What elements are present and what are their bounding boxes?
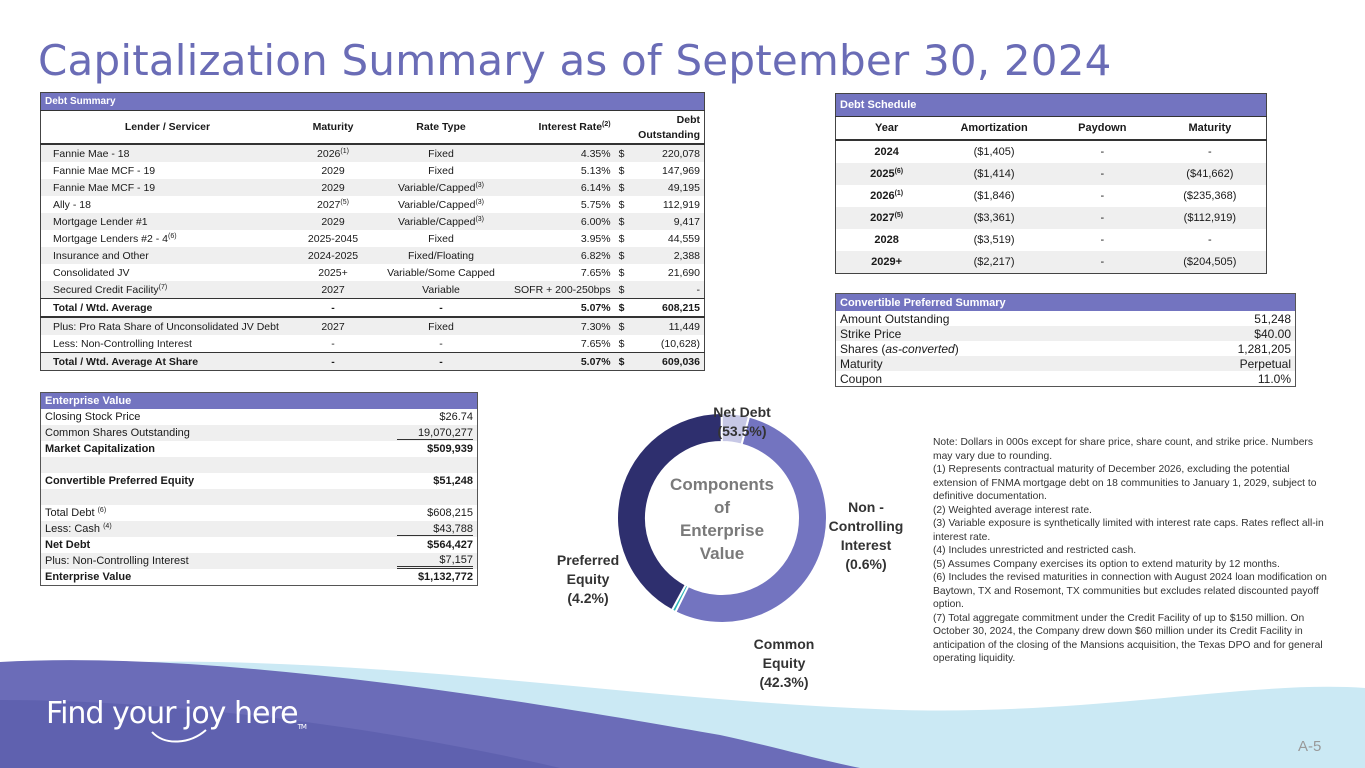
ev-value: $43,788 xyxy=(397,523,473,536)
schedule-row xyxy=(836,251,1267,274)
debt-row xyxy=(41,213,705,230)
debt-maturity: 2029 xyxy=(321,215,345,228)
debt-interest-rate: 4.35% xyxy=(580,147,611,160)
col-paydown: Paydown xyxy=(1051,117,1154,141)
donut-pct-label-0: (53.5%) xyxy=(717,423,767,439)
debt-lender: Total / Wtd. Average xyxy=(41,299,295,318)
ev-label: Common Shares Outstanding xyxy=(45,427,190,439)
footnote: (6) Includes the revised maturities in connection with August 2024 loan modification on Baytown, TX and Rosemont, TX communities but excludes related discounted payoff option. xyxy=(933,572,1327,610)
ev-label: Enterprise Value xyxy=(45,571,132,583)
conv-label: Maturity xyxy=(836,356,1145,371)
debt-interest-rate: 5.75% xyxy=(580,198,611,211)
debt-amount: 11,449 xyxy=(668,320,700,333)
debt-row xyxy=(41,196,705,213)
enterprise-value-header: Enterprise Value xyxy=(41,393,478,410)
col-lender: Lender / Servicer xyxy=(41,111,295,145)
debt-interest-rate: 6.14% xyxy=(580,181,611,194)
schedule-paydown: - xyxy=(1100,146,1105,158)
debt-rate-type: Variable/Capped$^{(3)}$ xyxy=(397,198,484,211)
col-rate-type: Rate Type xyxy=(372,111,510,145)
convertible-header: Convertible Preferred Summary xyxy=(836,294,1296,312)
tagline: Find your joy hereTM xyxy=(46,696,306,731)
donut-pct-label-3: (4.2%) xyxy=(567,590,609,606)
debt-interest-rate: 6.00% xyxy=(580,215,611,228)
footnote: (2) Weighted average interest rate. xyxy=(933,504,1092,516)
donut-label-3: Equity xyxy=(566,571,610,587)
ev-label: Net Debt xyxy=(45,539,91,551)
debt-rate-type: Fixed xyxy=(428,232,454,245)
donut-label-1: Interest xyxy=(840,537,892,553)
debt-lender: Ally - 18 xyxy=(53,198,91,211)
debt-currency: $ xyxy=(615,353,637,371)
debt-rate-type: - xyxy=(372,299,510,318)
schedule-row xyxy=(836,185,1267,207)
col-sched-maturity: Maturity xyxy=(1154,117,1267,141)
conv-label: Shares (as-converted) xyxy=(840,341,959,356)
donut-slice-0 xyxy=(675,417,827,623)
schedule-maturity: ($41,662) xyxy=(1186,168,1234,180)
schedule-year: 2027$^{(5)}$ xyxy=(870,212,904,224)
debt-less-row xyxy=(41,335,705,353)
debt-interest-rate: 3.95% xyxy=(580,232,611,245)
debt-lender: Insurance and Other xyxy=(53,249,149,262)
debt-interest-rate: SOFR + 200-250bps xyxy=(514,283,611,296)
debt-amount: 609,036 xyxy=(637,353,705,371)
schedule-amortization: ($1,414) xyxy=(973,168,1015,180)
debt-schedule-header: Debt Schedule xyxy=(836,94,1267,117)
debt-maturity: 2027$^{(5)}$ xyxy=(317,198,349,211)
debt-interest-rate: 7.65% xyxy=(580,337,611,350)
ev-label: Convertible Preferred Equity xyxy=(45,475,195,487)
debt-plus-row xyxy=(41,317,705,335)
conv-label: Strike Price xyxy=(836,326,1145,341)
schedule-row xyxy=(836,229,1267,251)
conv-value: 1,281,205 xyxy=(1237,341,1291,356)
debt-amount: 147,969 xyxy=(662,164,700,177)
debt-currency: $ xyxy=(618,164,625,177)
debt-interest-rate: 5.07% xyxy=(510,299,615,318)
debt-maturity: 2024-2025 xyxy=(307,249,359,262)
debt-currency: $ xyxy=(618,147,625,160)
debt-currency: $ xyxy=(618,283,625,296)
donut-center-line: of xyxy=(713,498,731,517)
debt-amount: 9,417 xyxy=(673,215,700,228)
schedule-amortization: ($1,846) xyxy=(973,190,1015,202)
debt-currency: $ xyxy=(618,232,625,245)
debt-amount: (10,628) xyxy=(660,337,700,350)
donut-label-2: Common xyxy=(753,636,815,652)
debt-maturity: 2026$^{(1)}$ xyxy=(317,147,349,160)
ev-value: $7,157 xyxy=(397,554,473,569)
debt-interest-rate: 5.13% xyxy=(580,164,611,177)
ev-label: Total Debt $^{(6)}$ xyxy=(45,507,107,519)
schedule-row xyxy=(836,140,1267,163)
debt-lender: Consolidated JV xyxy=(53,266,130,279)
donut-center-line: Enterprise xyxy=(679,521,765,540)
page-title: Capitalization Summary as of September 30, 2024 xyxy=(38,36,1112,85)
debt-rate-type: Variable/Capped$^{(3)}$ xyxy=(397,181,484,194)
debt-lender: Mortgage Lenders #2 - 4$^{(6)}$ xyxy=(53,232,177,245)
debt-lender: Total / Wtd. Average At Share xyxy=(41,353,295,371)
debt-rate-type: - xyxy=(372,353,510,371)
debt-maturity: 2027 xyxy=(321,283,345,296)
debt-row xyxy=(41,144,705,162)
debt-row xyxy=(41,230,705,247)
schedule-row xyxy=(836,207,1267,229)
conv-value: Perpetual xyxy=(1145,356,1296,371)
debt-maturity: 2025-2045 xyxy=(307,232,359,245)
debt-amount: 220,078 xyxy=(662,147,700,160)
ev-value: $1,132,772 xyxy=(417,571,473,583)
debt-maturity: 2027 xyxy=(321,320,345,333)
ev-label: Market Capitalization xyxy=(45,443,156,455)
col-year: Year xyxy=(836,117,938,141)
schedule-year: 2026$^{(1)}$ xyxy=(870,190,904,202)
debt-currency: $ xyxy=(618,181,625,194)
debt-interest-rate: 7.65% xyxy=(580,266,611,279)
conv-value: $40.00 xyxy=(1145,326,1296,341)
debt-maturity: - xyxy=(294,299,372,318)
tagline-swoosh-icon xyxy=(150,728,210,746)
schedule-maturity: ($204,505) xyxy=(1183,256,1237,268)
ev-label: Plus: Non-Controlling Interest xyxy=(45,555,189,567)
schedule-paydown: - xyxy=(1100,190,1105,202)
debt-lender: Less: Non-Controlling Interest xyxy=(53,337,192,350)
donut-label-1: Controlling xyxy=(828,518,904,534)
col-debt-outstanding: Debt Outstanding xyxy=(615,111,705,145)
donut-center-line: Value xyxy=(699,544,745,563)
schedule-maturity: - xyxy=(1208,146,1212,158)
debt-total-share-row xyxy=(41,353,705,371)
ev-label: Less: Cash $^{(4)}$ xyxy=(45,523,112,535)
donut-label-2: Equity xyxy=(762,655,806,671)
schedule-paydown: - xyxy=(1100,168,1105,180)
convertible-preferred-table xyxy=(835,293,1296,387)
ev-spacer xyxy=(41,489,326,505)
debt-rate-type: Variable/Some Capped xyxy=(387,266,495,279)
debt-rate-type: Fixed xyxy=(428,164,454,177)
debt-row xyxy=(41,162,705,179)
schedule-maturity: ($112,919) xyxy=(1183,212,1237,224)
debt-rate-type: Fixed xyxy=(428,147,454,160)
page-number: A-5 xyxy=(1298,738,1322,755)
donut-slice-2 xyxy=(617,413,722,610)
schedule-amortization: ($3,519) xyxy=(973,234,1015,246)
schedule-paydown: - xyxy=(1100,212,1105,224)
schedule-maturity: - xyxy=(1208,234,1212,246)
footnotes xyxy=(933,436,1328,666)
ev-value: $608,215 xyxy=(427,507,473,519)
donut-label-3: Preferred xyxy=(556,552,620,568)
ev-label: Closing Stock Price xyxy=(45,411,141,423)
conv-label: Amount Outstanding xyxy=(840,311,950,326)
donut-pct-label-2: (42.3%) xyxy=(759,674,809,690)
footnote: (1) Represents contractual maturity of December 2026, excluding the potential extension of FNMA mortgage debt on 18 communities to January 1, 2029, subject to definitive documentation. xyxy=(933,464,1317,502)
debt-amount: 21,690 xyxy=(667,266,700,279)
schedule-amortization: ($1,405) xyxy=(973,146,1015,158)
donut-label-0: Net Debt xyxy=(713,404,771,420)
debt-currency: $ xyxy=(615,299,637,318)
debt-summary-table xyxy=(40,92,705,371)
ev-value: $509,939 xyxy=(427,443,473,455)
schedule-year: 2024 xyxy=(874,146,899,158)
donut-center-title xyxy=(670,475,774,563)
ev-spacer xyxy=(41,457,326,473)
ev-value: $51,248 xyxy=(433,475,473,487)
debt-schedule-table xyxy=(835,93,1267,274)
col-maturity: Maturity xyxy=(294,111,372,145)
footnote: Note: Dollars in 000s except for share price, share count, and strike price. Numbers may vary due to rounding. xyxy=(933,437,1314,462)
debt-rate-type: Fixed/Floating xyxy=(408,249,474,262)
debt-currency: $ xyxy=(618,337,625,350)
donut-pct-label-1: (0.6%) xyxy=(845,556,887,572)
debt-maturity: 2025+ xyxy=(318,266,348,279)
debt-rate-type: Fixed xyxy=(428,320,454,333)
debt-amount: 608,215 xyxy=(637,299,705,318)
schedule-amortization: ($3,361) xyxy=(973,212,1015,224)
debt-total-row xyxy=(41,299,705,318)
enterprise-value-table xyxy=(40,392,478,586)
donut-center-line: Components xyxy=(670,475,774,494)
debt-rate-type: Variable xyxy=(422,283,460,296)
ev-value: $564,427 xyxy=(427,539,473,551)
debt-amount: 49,195 xyxy=(667,181,700,194)
debt-amount: 112,919 xyxy=(662,198,700,211)
debt-amount: - xyxy=(696,283,700,296)
donut-label-1: Non - xyxy=(848,499,884,515)
schedule-maturity: ($235,368) xyxy=(1183,190,1237,202)
footnote: (4) Includes unrestricted and restricted cash. xyxy=(933,545,1137,556)
debt-interest-rate: 7.30% xyxy=(580,320,611,333)
debt-amount: 44,559 xyxy=(667,232,700,245)
ev-value: $26.74 xyxy=(439,411,473,423)
debt-lender: Mortgage Lender #1 xyxy=(53,215,148,228)
schedule-year: 2029+ xyxy=(871,256,903,268)
schedule-year: 2028 xyxy=(874,234,899,246)
col-interest-rate: Interest Rate$^{(2)}$ xyxy=(510,111,615,145)
debt-maturity: - xyxy=(294,353,372,371)
debt-maturity: 2029 xyxy=(321,181,345,194)
conv-value: 51,248 xyxy=(1254,311,1291,326)
debt-currency: $ xyxy=(618,320,625,333)
footnote: (3) Variable exposure is synthetically limited with interest rate caps. Rates reflect all-in interest rate. xyxy=(933,518,1324,543)
schedule-paydown: - xyxy=(1100,234,1105,246)
debt-row xyxy=(41,247,705,264)
debt-lender: Fannie Mae MCF - 19 xyxy=(53,164,156,177)
col-amortization: Amortization xyxy=(937,117,1051,141)
debt-rate-type: Variable/Capped$^{(3)}$ xyxy=(397,215,484,228)
debt-lender: Fannie Mae MCF - 19 xyxy=(53,181,156,194)
debt-row xyxy=(41,179,705,196)
debt-maturity: 2029 xyxy=(321,164,345,177)
debt-lender: Secured Credit Facility$^{(7)}$ xyxy=(53,283,168,296)
debt-interest-rate: 5.07% xyxy=(510,353,615,371)
debt-currency: $ xyxy=(618,198,625,211)
conv-label: Coupon xyxy=(840,371,883,386)
ev-value: 19,070,277 xyxy=(397,427,473,440)
debt-currency: $ xyxy=(618,249,625,262)
schedule-amortization: ($2,217) xyxy=(973,256,1015,268)
debt-summary-header: Debt Summary xyxy=(41,93,705,111)
debt-currency: $ xyxy=(618,266,625,279)
debt-currency: $ xyxy=(618,215,625,228)
donut-slices xyxy=(617,413,827,623)
debt-row xyxy=(41,264,705,281)
debt-row xyxy=(41,281,705,299)
debt-rate-type: - xyxy=(439,337,443,350)
schedule-year: 2025$^{(6)}$ xyxy=(870,168,904,180)
debt-lender: Fannie Mae - 18 xyxy=(53,147,130,160)
schedule-paydown: - xyxy=(1100,256,1105,268)
debt-amount: 2,388 xyxy=(673,249,700,262)
debt-maturity: - xyxy=(331,337,335,350)
footnote: (5) Assumes Company exercises its option to extend maturity by 12 months. xyxy=(933,558,1280,570)
footnote: (7) Total aggregate commitment under the Credit Facility of up to $150 million. On October 30, 2024, the Company drew down $60 million under its Credit Facility in anticipation of the closing of the Mansions acquisition, the Texas DPO and for general operating liquidity. xyxy=(933,612,1323,664)
schedule-row xyxy=(836,163,1267,185)
debt-interest-rate: 6.82% xyxy=(580,249,611,262)
debt-lender: Plus: Pro Rata Share of Unconsolidated JV Debt xyxy=(53,320,279,333)
conv-value: 11.0% xyxy=(1257,371,1291,386)
